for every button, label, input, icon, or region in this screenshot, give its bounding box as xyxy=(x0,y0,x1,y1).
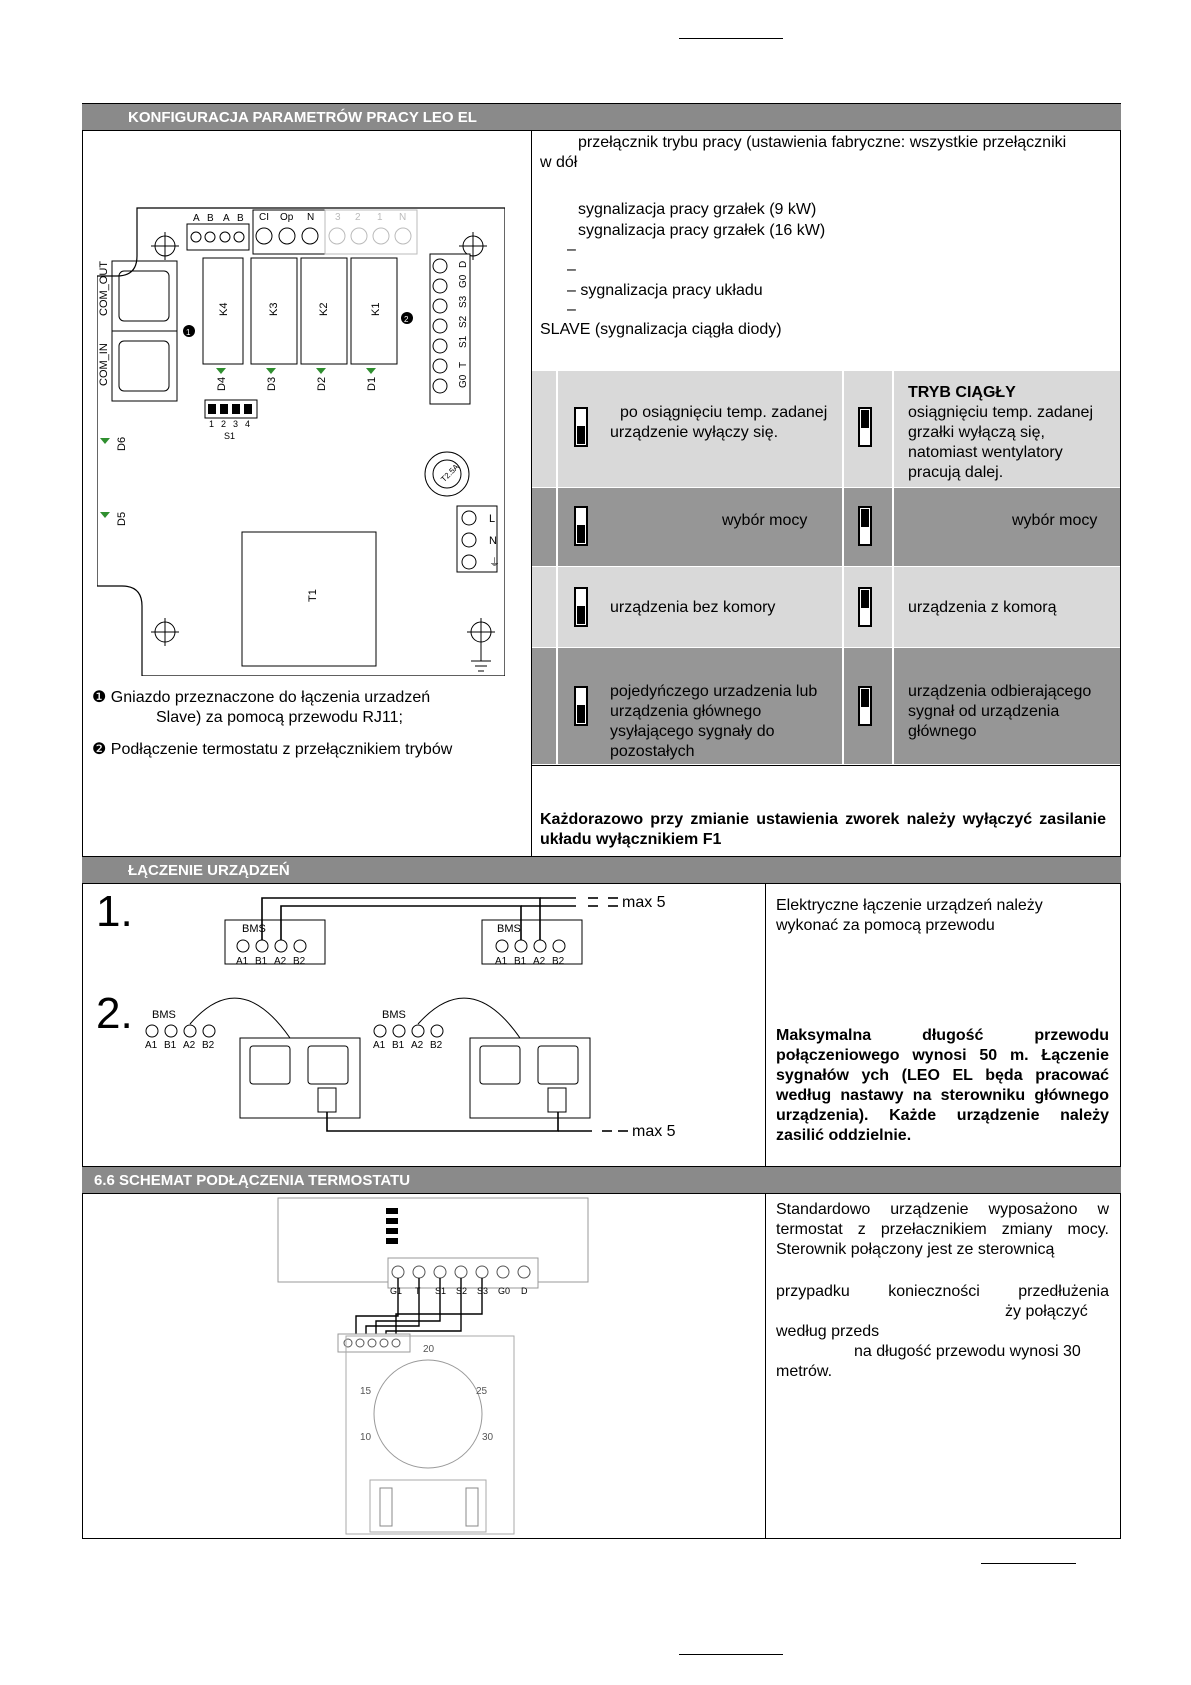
step-1-number: 1. xyxy=(96,887,133,936)
svg-text:1: 1 xyxy=(377,212,383,223)
svg-text:S3: S3 xyxy=(458,295,469,308)
svg-text:2: 2 xyxy=(404,315,409,324)
section-title-text: 6.6 SCHEMAT PODŁĄCZENIA TERMOSTATU xyxy=(94,1172,411,1189)
svg-text:S2: S2 xyxy=(458,315,469,328)
svg-text:D6: D6 xyxy=(116,436,128,451)
svg-text:BMS: BMS xyxy=(242,923,266,935)
svg-text:S1: S1 xyxy=(435,1286,447,1296)
svg-text:2: 2 xyxy=(221,419,227,429)
svg-text:2: 2 xyxy=(355,212,361,223)
svg-text:T1: T1 xyxy=(307,589,319,602)
row2-left-text: wybór mocy xyxy=(722,512,808,529)
column-divider-2 xyxy=(765,884,766,1539)
svg-text:B: B xyxy=(237,213,244,224)
svg-text:B2: B2 xyxy=(202,1040,215,1051)
row4-left-text: pojedyńczego urzadzenia lub urządzenia głównego ysyłającego sygnały do pozostałych xyxy=(610,683,818,760)
svg-text:B2: B2 xyxy=(430,1040,443,1051)
connection-text-2: Maksymalna długość przewodu połączeniowego wynosi 50 m. Łączenie sygnałów ych (LEO EL będa pracować według nastawy na sterowniku głównego urządzenia). Każde urządzenie należy zasilić oddzielnie. xyxy=(776,1027,1109,1144)
warning-text: Każdorazowo przy zmianie ustawienia zworek należy wyłączyć zasilanie układu wyłącznikiem F1 xyxy=(540,811,1106,848)
led1-text: sygnalizacja pracy grzałek (9 kW) xyxy=(578,201,817,218)
svg-text:D: D xyxy=(458,260,469,268)
svg-text:max 5: max 5 xyxy=(622,894,666,911)
led2-text: sygnalizacja pracy grzałek (16 kW) xyxy=(578,222,826,239)
svg-text:N: N xyxy=(489,535,497,547)
svg-text:25: 25 xyxy=(476,1386,488,1397)
dip-switch-up-icon xyxy=(858,407,872,447)
pcb-diagram xyxy=(97,206,505,676)
note-1 xyxy=(92,688,522,708)
svg-text:Op: Op xyxy=(280,212,294,223)
dip-switch-up-icon xyxy=(858,686,872,726)
section-title-text: KONFIGURACJA PARAMETRÓW PRACY LEO EL xyxy=(128,109,477,126)
svg-text:D1: D1 xyxy=(366,376,378,391)
svg-text:3: 3 xyxy=(233,419,239,429)
dip-switch-up-icon xyxy=(858,506,872,546)
svg-text:K1: K1 xyxy=(370,302,382,316)
dip-switch-down-icon xyxy=(574,506,588,546)
svg-text:G0: G0 xyxy=(458,374,469,388)
footer-rule xyxy=(679,1654,783,1655)
top-rule xyxy=(679,38,783,39)
svg-text:3: 3 xyxy=(335,212,341,223)
svg-text:B1: B1 xyxy=(514,956,527,967)
svg-text:K3: K3 xyxy=(268,302,280,316)
svg-text:4: 4 xyxy=(245,419,251,429)
table-divider xyxy=(532,765,1121,766)
section-title-text: ŁĄCZENIE URZĄDZEŃ xyxy=(128,862,290,879)
svg-text:A2: A2 xyxy=(274,956,287,967)
svg-text:D4: D4 xyxy=(216,376,228,391)
svg-text:BMS: BMS xyxy=(497,923,521,935)
svg-text:max 5: max 5 xyxy=(632,1123,676,1140)
row1-right-text: osiągnięciu temp. zadanej grzałki wyłączą się, natomiast wentylatory pracują dalej. xyxy=(908,404,1094,481)
svg-text:A1: A1 xyxy=(236,956,249,967)
note-2-text: Podłączenie termostatu z przełącznikiem trybów xyxy=(110,741,453,758)
row4-right-text: urządzenia odbierającego sygnał od urządzenia głównego xyxy=(908,683,1092,740)
svg-text:A2: A2 xyxy=(533,956,546,967)
svg-text:20: 20 xyxy=(423,1344,435,1355)
svg-text:G0: G0 xyxy=(458,274,469,288)
switch-row-2 xyxy=(532,488,1120,566)
dip-switch-up-icon xyxy=(858,587,872,627)
svg-text:G1: G1 xyxy=(390,1286,403,1296)
thermostat-diagram xyxy=(276,1196,596,1536)
dash1: – xyxy=(567,241,576,258)
connection-text-1: Elektryczne łączenie urządzeń należy wykonać za pomocą przewodu xyxy=(776,897,1043,934)
note-2 xyxy=(92,740,522,760)
switch-row-4 xyxy=(532,648,1120,764)
com-in-label: COM_IN xyxy=(98,343,110,386)
svg-text:S1: S1 xyxy=(458,335,469,348)
svg-text:T: T xyxy=(458,361,469,368)
svg-text:B2: B2 xyxy=(552,956,565,967)
step-2-number: 2. xyxy=(96,989,133,1038)
slave-text: SLAVE (sygnalizacja ciągła diody) xyxy=(540,321,782,338)
intro-line1: przełącznik trybu pracy (ustawienia fabryczne: wszystkie przełączniki xyxy=(578,134,1067,151)
row1-right-title: TRYB CIĄGŁY xyxy=(908,384,1016,401)
footer-rule-right xyxy=(981,1563,1076,1564)
svg-text:S1: S1 xyxy=(224,431,236,441)
svg-text:B1: B1 xyxy=(255,956,268,967)
svg-text:A1: A1 xyxy=(373,1040,386,1051)
svg-text:L: L xyxy=(489,513,496,525)
svg-text:T: T xyxy=(415,1286,421,1296)
svg-text:A1: A1 xyxy=(495,956,508,967)
dip-switch-down-icon xyxy=(574,587,588,627)
row3-left-text: urządzenia bez komory xyxy=(610,599,776,616)
led3-text: – sygnalizacja pracy układu xyxy=(567,282,763,299)
note-2-icon: ❷ xyxy=(92,741,107,758)
svg-text:N: N xyxy=(307,212,315,223)
svg-text:⏚: ⏚ xyxy=(489,557,500,569)
svg-text:K2: K2 xyxy=(318,302,330,316)
svg-text:A2: A2 xyxy=(411,1040,424,1051)
switch-row-1 xyxy=(532,371,1120,487)
dash2: – xyxy=(567,261,576,278)
row2-right-text: wybór mocy xyxy=(1012,512,1098,529)
note-1-icon: ❶ xyxy=(92,689,107,706)
svg-text:N: N xyxy=(399,212,407,223)
switch-row-3 xyxy=(532,567,1120,647)
svg-text:B1: B1 xyxy=(392,1040,405,1051)
thermostat-text-5: na długość przewodu wynosi 30 xyxy=(854,1343,1081,1360)
term-a1: A xyxy=(193,213,200,224)
svg-text:B2: B2 xyxy=(293,956,306,967)
svg-text:15: 15 xyxy=(360,1386,372,1397)
thermostat-text-3: ży połączyć xyxy=(1005,1303,1088,1320)
thermostat-text-2: przypadku konieczności przedłużenia xyxy=(776,1283,1109,1300)
note-1-text: Gniazdo przeznaczone do łączenia urzadzeń xyxy=(110,689,431,706)
svg-text:G0: G0 xyxy=(498,1286,511,1296)
pcb-svg xyxy=(97,206,505,676)
svg-text:T2.5A: T2.5A xyxy=(439,462,461,484)
svg-text:D5: D5 xyxy=(116,511,128,526)
svg-text:A1: A1 xyxy=(145,1040,158,1051)
svg-text:A: A xyxy=(223,213,230,224)
row3-right-text: urządzenia z komorą xyxy=(908,599,1057,616)
dash3: – xyxy=(567,301,576,318)
note-1b-text: Slave) za pomocą przewodu RJ11; xyxy=(156,709,403,726)
svg-text:D2: D2 xyxy=(316,376,328,391)
top-terminals xyxy=(187,210,417,254)
svg-text:1: 1 xyxy=(186,328,191,337)
thermostat-text-4: według przeds xyxy=(776,1323,880,1340)
svg-text:A2: A2 xyxy=(183,1040,196,1051)
section-title-config xyxy=(82,103,1121,131)
svg-text:CI: CI xyxy=(259,212,269,223)
svg-text:S3: S3 xyxy=(477,1286,489,1296)
intro-line2: w dół xyxy=(540,154,578,171)
row1-left-text: po osiągnięciu temp. zadanej urządzenie wyłączy się. xyxy=(610,404,828,441)
svg-text:30: 30 xyxy=(482,1432,494,1443)
section-title-thermostat xyxy=(82,1166,1121,1194)
com-out-label: COM_OUT xyxy=(98,261,110,316)
svg-text:D: D xyxy=(521,1286,528,1296)
svg-text:BMS: BMS xyxy=(152,1009,176,1021)
svg-text:B1: B1 xyxy=(164,1040,177,1051)
svg-text:1: 1 xyxy=(209,419,215,429)
section-title-connection xyxy=(82,856,1121,884)
thermostat-text-1: Standardowo urządzenie wyposażono w termostat z przełacznikiem zmiany mocy. Sterownik połączony jest ze sterownicą xyxy=(776,1201,1109,1258)
connection-diagram xyxy=(140,888,760,1148)
dip-switch-down-icon xyxy=(574,686,588,726)
svg-text:K4: K4 xyxy=(218,302,230,316)
svg-text:10: 10 xyxy=(360,1432,372,1443)
thermostat-text-6: metrów. xyxy=(776,1363,833,1380)
svg-text:D3: D3 xyxy=(266,376,278,391)
dip-switch-down-icon xyxy=(574,407,588,447)
svg-text:BMS: BMS xyxy=(382,1009,406,1021)
svg-text:B: B xyxy=(207,213,214,224)
svg-text:S2: S2 xyxy=(456,1286,468,1296)
